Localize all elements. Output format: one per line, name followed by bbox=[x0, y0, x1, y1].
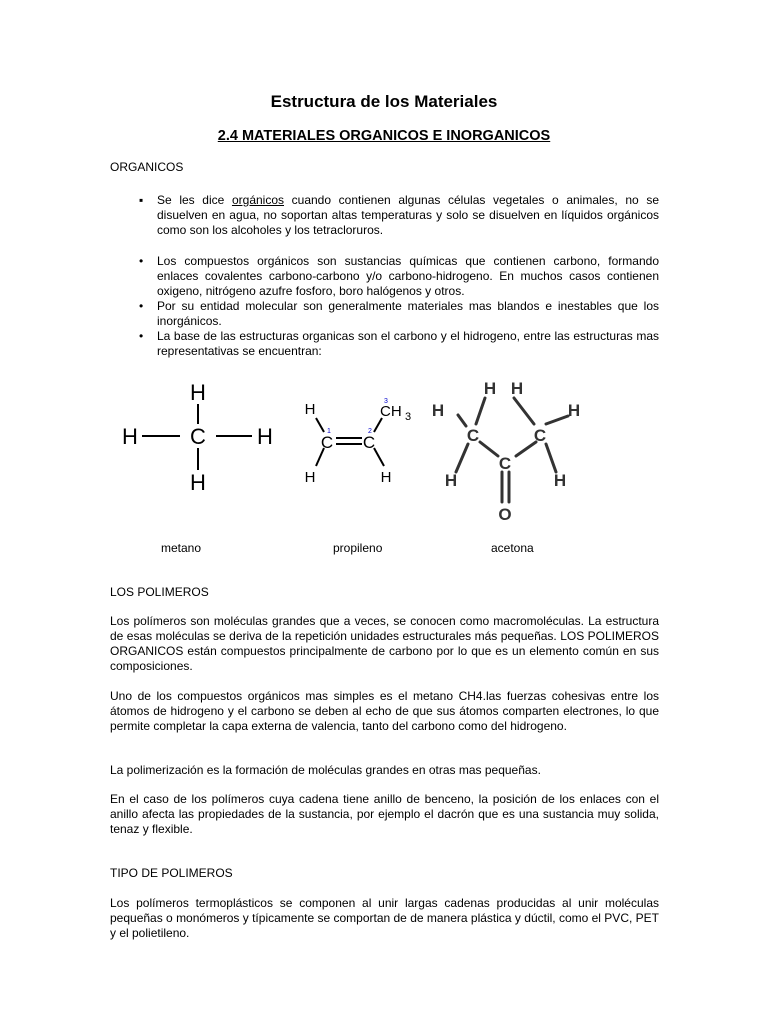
list-item bbox=[110, 299, 659, 329]
atom-h: H bbox=[304, 401, 316, 418]
atom-h: H bbox=[304, 469, 316, 486]
ch3-subscript: 3 bbox=[405, 411, 412, 423]
atom-h: H bbox=[190, 380, 206, 405]
organicos-link[interactable]: orgánicos bbox=[231, 193, 284, 207]
bullet-text: cuando contienen algunas células vegetales o animales, no se disuelven en agua, no soportan altas temperaturas y solo se disuelven en líquidos orgánicos como son los alcoholes y los tetracloruros. bbox=[157, 193, 659, 237]
atom-c: C bbox=[190, 424, 206, 449]
atom-h: H bbox=[444, 471, 458, 490]
acetona-structure bbox=[428, 378, 588, 526]
list-item bbox=[110, 193, 659, 238]
propileno-structure bbox=[296, 392, 426, 492]
atom-c: C bbox=[320, 433, 334, 452]
bullet-text: La base de las estructuras organicas son el carbono y el hidrogeno, entre las estructuras mas representativas se encuentran: bbox=[157, 329, 659, 358]
bond bbox=[374, 448, 384, 466]
bond bbox=[316, 418, 324, 432]
polimeros-heading: LOS POLIMEROS bbox=[110, 585, 209, 599]
list-item bbox=[110, 254, 659, 299]
bond bbox=[514, 398, 534, 424]
bond bbox=[546, 416, 568, 424]
acetona-caption: acetona bbox=[491, 541, 534, 555]
atom-h: H bbox=[380, 469, 392, 486]
atom-c: C bbox=[466, 426, 480, 445]
ch3-group: CH bbox=[380, 403, 402, 420]
bond bbox=[476, 398, 485, 424]
carbon-number: 3 bbox=[384, 398, 388, 405]
tipo-heading: TIPO DE POLIMEROS bbox=[110, 866, 233, 880]
atom-h: H bbox=[122, 424, 138, 449]
carbon-number: 1 bbox=[327, 428, 331, 435]
dot-bullet-icon: • bbox=[139, 254, 144, 268]
polimeros-paragraph-3: La polimerización es la formación de moléculas grandes en otras mas pequeñas. bbox=[110, 763, 541, 777]
bond bbox=[480, 442, 498, 456]
polimeros-paragraph-1: Los polímeros son moléculas grandes que a veces, se conocen como macromoléculas. La estructura de esas moléculas se deriva de la repetición unidades estructurales más pequeñas. LOS POLIMEROS ORGANICOS están compuestos principalmente de carbono por lo que es un elemento común en sus composiciones. bbox=[110, 614, 659, 673]
bond bbox=[374, 418, 382, 432]
atom-c: C bbox=[362, 433, 376, 452]
bond bbox=[546, 444, 556, 472]
bullet-text: Los compuestos orgánicos son sustancias químicas que contienen carbono, formando enlaces covalentes carbono-carbono y/o carbono-hidrogeno. En muchos casos contienen oxigeno, nitrógeno azufre fosforo, boro halógenos y otros. bbox=[157, 254, 659, 298]
atom-h: H bbox=[257, 424, 273, 449]
atom-h: H bbox=[510, 379, 524, 398]
atom-h: H bbox=[553, 471, 567, 490]
bond bbox=[456, 444, 468, 472]
atom-h: H bbox=[431, 401, 445, 420]
propileno-caption: propileno bbox=[333, 541, 383, 555]
atom-h: H bbox=[483, 379, 497, 398]
polimeros-paragraph-4: En el caso de los polímeros cuya cadena tiene anillo de benceno, la posición de los enlaces con el anillo afecta las propiedades de la sustancia, por ejemplo el dacrón que es una sustancia muy solida, tenaz y flexible. bbox=[110, 792, 659, 836]
metano-structure bbox=[112, 378, 282, 498]
dot-bullet-icon: • bbox=[139, 299, 144, 313]
atom-c: C bbox=[533, 426, 547, 445]
metano-caption: metano bbox=[161, 541, 202, 555]
section-subtitle: 2.4 MATERIALES ORGANICOS E INORGANICOS bbox=[217, 128, 551, 144]
tipo-paragraph-1: Los polímeros termoplásticos se componen al unir largas cadenas producidas al unir moléculas pequeñas o monómeros y típicamente se comportan de de manera plástica y dúctil, como el PVC, PET y el polietileno. bbox=[110, 896, 659, 940]
bullet-text: Por su entidad molecular son generalmente materiales mas blandos e inestables que los inorgánicos. bbox=[157, 299, 659, 328]
atom-o: O bbox=[498, 505, 512, 524]
atom-h: H bbox=[190, 470, 206, 495]
organicos-list-2 bbox=[110, 254, 659, 359]
organicos-heading: ORGANICOS bbox=[110, 160, 184, 174]
polimeros-paragraph-2: Uno de los compuestos orgánicos mas simples es el metano CH4.las fuerzas cohesivas entre los átomos de hidrogeno y el carbono se deben al echo de que sus átomos comparten electrones, lo que permite completar la capa externa de valencia, tanto del carbono como del hidrogeno. bbox=[110, 689, 659, 733]
carbon-number: 2 bbox=[368, 428, 372, 435]
list-item bbox=[110, 329, 659, 359]
dot-bullet-icon: • bbox=[139, 329, 144, 343]
atom-c: C bbox=[498, 454, 512, 473]
organicos-list-1 bbox=[110, 193, 659, 238]
atom-h: H bbox=[567, 401, 581, 420]
square-bullet-icon: ▪ bbox=[139, 193, 144, 207]
document-title: Estructura de los Materiales bbox=[270, 92, 498, 111]
bond bbox=[458, 415, 466, 426]
bullet-text: Se les dice bbox=[157, 193, 232, 207]
